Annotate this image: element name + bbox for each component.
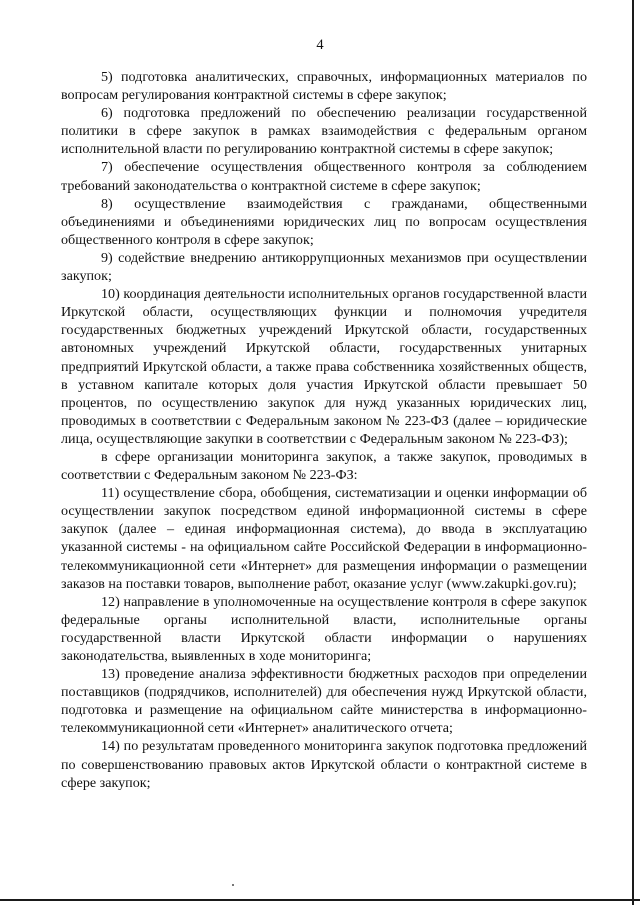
paragraph-item-10: 10) координация деятельности исполнительных органов государственной власти Иркутской области, осуществляющих функции и полномочия учредителя государственных бюджетных учреждений Иркутской области, государственных автономных учреждений Иркутской области, государственных унитарных предприятий Иркутской области, а также права собственника хозяйственных обществ, в уставном капитале которых доля участия Иркутской области превышает 50 процентов, по осуществлению закупок для нужд указанных юридических лиц, проводимых в соответствии с Федеральным законом № 223-ФЗ (далее – юридические лица, осуществляющие закупки в соответствии с Федеральным законом № 223-ФЗ);: [61, 286, 587, 447]
paragraph-item-7: 7) обеспечение осуществления общественного контроля за соблюдением требований законодательства о контрактной системе в сфере закупок;: [61, 159, 587, 194]
page-number: 4: [316, 37, 324, 53]
scan-speck: [232, 884, 234, 886]
section-heading-monitoring: в сфере организации мониторинга закупок, а также закупок, проводимых в соответствии с Федеральным законом № 223-ФЗ:: [61, 448, 587, 484]
paragraph-item-12: 12) направление в уполномоченные на осуществление контроля в сфере закупок федеральные органы исполнительной власти, исполнительные органы государственной власти Иркутской области информации о нарушениях законодательства, выявленных в ходе мониторинга;: [61, 593, 587, 664]
paragraph-item-8: 8) осуществление взаимодействия с гражданами, общественными объединениями и объединениями юридических лиц по вопросам осуществления общественного контроля в сфере закупок;: [61, 195, 587, 248]
paragraph-item-14: 14) по результатам проведенного мониторинга закупок подготовка предложений по совершенствованию правовых актов Иркутской области о контрактной системе в сфере закупок;: [61, 738, 587, 791]
paragraph-item-13: 13) проведение анализа эффективности бюджетных расходов при определении поставщиков (подрядчиков, исполнителей) для обеспечения нужд Иркутской области, подготовка и размещение на официальном сайте министерства в информационно-телекоммуникационной сети «Интернет» аналитического отчета;: [61, 666, 587, 737]
scan-edge-right: [632, 0, 634, 905]
paragraph-item-6: 6) подготовка предложений по обеспечению реализации государственной политики в сфере закупок в рамках взаимодействия с федеральным органом исполнительной власти по регулированию контрактной системы в сфере закупок;: [61, 105, 587, 158]
paragraph-item-9: 9) содействие внедрению антикоррупционных механизмов при осуществлении закупок;: [61, 249, 587, 285]
scan-edge-bottom: [0, 899, 640, 901]
document-body: [61, 68, 587, 792]
paragraph-item-11: 11) осуществление сбора, обобщения, систематизации и оценки информации об осуществлении закупок посредством единой информационной системы в сфере закупок (далее – единая информационная система), до ввода в эксплуатацию указанной системы - на официальном сайте Российской Федерации в информационно-телекоммуникационной сети «Интернет» для размещения информации о размещении заказов на поставки товаров, выполнение работ, оказание услуг (www.zakupki.gov.ru);: [61, 485, 587, 592]
paragraph-item-5: 5) подготовка аналитических, справочных, информационных материалов по вопросам регулирования контрактной системы в сфере закупок;: [61, 69, 587, 104]
